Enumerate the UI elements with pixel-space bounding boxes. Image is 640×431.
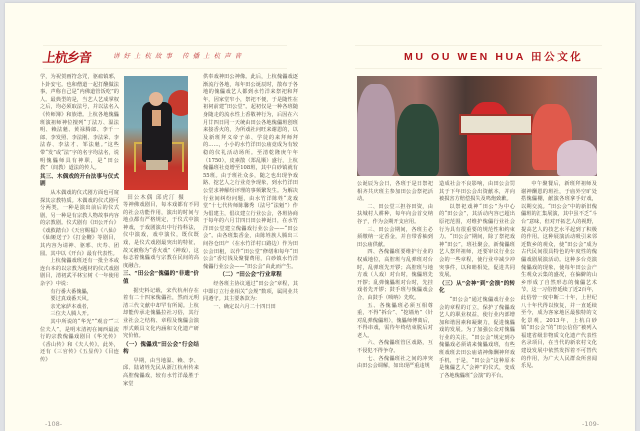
festival-crowd-photo [357, 76, 597, 176]
subheading: （三）从“会神”到“会演”的转化 [439, 280, 515, 295]
photo-caption: 田公木偶 邱虎汀 摄 [127, 195, 185, 201]
page-number-right: -109- [582, 420, 600, 428]
left-column-3 [203, 74, 298, 311]
paragraph: 等神佛戏剧目，每本戏都有不同的社会功能作用，演出的时间与地点都有严格规定，于仪式中演神戏，于戏剧演出中行持科法，仪中演戏，戏中演仪，既仪既戏，是仪式戏剧最突出的特征，故又被称为“香火戏”（神戏），这标志着傀儡戏与宗教在民间的高度融合。 [123, 202, 199, 269]
right-column-3 [521, 181, 597, 371]
tagline: 讲好上杭故事 传播上杭声音 [113, 52, 246, 60]
paragraph: 造成社会不良影响，由田公会罚其于下年田公会出资献本，并向被损害方赔偿损失及鸣炮致歉。 [439, 181, 515, 203]
right-page-text [357, 181, 597, 380]
paragraph: 供奉戏神田公神像。此后，上杭傀儡戏逐渐流行各地，每年田公诞辰时，散布于各地的傀儡戏艺人都到水竹洋来祭祀和拜年，因家堂窄小，祭祀不便，于是随性在祖祠前建“田公堂”。起初仅是一种各班随身随走的流水性上香敬神行为，后因在六月廿四日同一天统由田公各地傀儡班创班来接香火的，为所戏社问旺来谢恩的，以及新班拜义帝子弟、学徒的来拜师拜的……，小小的水竹洋田公庙竟成为有较稳的仪礼活动场所。至清乾隆庚午年（1750），皮素散（郑乱顺）盛行，上杭傀儡班社竟增至108班，其中白砂镇就有55班。由于班社众多，随之也出现争戏路、挖艺人之行业竞争现象，到水竹洋田公堂求神解纷评理的事频繁发生。为解决行业间纠纷问题，由水竹洋陈姓“龙戏堂”十七代传师陈馨秀（法号“法魁”）作为倡建主，倡议建立行业公会，各班协商于每年的六月廿四日田公神诞日，在水竹洋田公堂建立傀儡戏行业公会——“田公会”。由各班集香金，由陈姓族人腾出三间谷仓田产（在水竹洋村口路边）作为田公会田租，以作“田公堂”修缮和每年“田公会”香灯钱及聚餐费用，白砂镇水竹洋傀儡行业公会——“田公会”由此而产生。 [203, 74, 298, 270]
poem-line: 三位夫人腾人开。 [50, 311, 92, 318]
paragraph: 一、确定以六月二十四日田 [213, 303, 276, 310]
paragraph: 以祭祀戏神“田公”为中心的“田公会”，其活动内容已超出原祀范围，对维护傀儡行业社会行为具有很重要的规范性和约束力。“田公会”期间，除了祭祀戏神“田公”，班社聚会，新傀儡班艺人祭拜祖师，还要审议行业公会的一些章程，使行业中减少冲突事件，以和睦相处，促进共同发展。 [439, 203, 515, 279]
paragraph: 二、田公堂三担谷田资，由扶城村人耕种，每年向会首交纳谷子，作为会期开支应用。 [357, 203, 433, 225]
paragraph: 据史料记载，宋代杭州存在着有二十四家傀儡社，然而元明清三代文献中却罕有所闻。上杭却能传承走傀儡拉社习俗，其行业社会之结构、章程及傀儡会演形式颇具文化内涵和文化遗产研究价值。 [123, 287, 199, 340]
subheading: 三、“田公会”傀儡的“非遗”价值 [123, 271, 199, 285]
poem-line: 亲光家萨本戏者， [50, 303, 92, 310]
poem-line: 有行番大番傀儡， [50, 288, 92, 295]
left-column-1 [40, 74, 119, 365]
section-title: MU OU WEN HUA 田公文化 [404, 51, 584, 63]
paragraph: 中午聚餐后，新班拜祖师及谢神酬恩的班社，于庙外空旷处搭傀儡棚，献演各班拿手好戏，以期交流。“田公会”中的新旧傀儡班的汇集展演，其中虽不乏“斗台”意味，但对开拓艺人的视野，提高艺人的技艺水平起到了积极的作用。这种展演活动吸引来邻近数乡的观众，使“田公会”成为古代民间很具特色的年度性的傀儡戏剧展演活动。这种多台竞演傀儡戏的现象，使每年田公会产生观众云集的盛况，在偏僻的山乡形成了自然形态的傀儡艺术节，这一习俗曾延续了近2百年，此俗曾一度中断二十年，上世纪八十年代得以恢复，并一直延续至今，成为客家地区最独特的文化景观。2013年，上杭白砂镇“田公会”的“田公信俗”被列入福建省级非物质文化遗产代表性名录项目，在当代的新农村文化建设发展中依然发挥着不可替代的作用，为广大人民群众所喜闻乐见。 [521, 181, 597, 370]
puppet-photo [124, 76, 188, 190]
photo-puppet-feet [146, 160, 168, 170]
paragraph: 其中所说的“华光”“观音”“三位夫人”，是明末清初在闽西最流行的宗教傀儡戏剧目《华光传》《香山传》和《夫人传》。此外，还有《三官传》《五显传》《目连传》 [40, 319, 119, 363]
paragraph: 四、各傀儡班要维护行业的权威地位，高腔班与乱弹班对台时，乱弹班先开锣；高腔班与地方戏（人戏）对台时，傀儡班先开锣；乱弹傀儡班对台时，先挂戏者先开锣；鼓手班与傀儡戏会合，由鼓手（唢呐）先吹。 [357, 249, 433, 301]
photo-puppet-face [149, 92, 163, 106]
paragraph: 经各班主协议通过“田公会”章程，其中即订立行业相关“会规”数项，属同业共同遵守。其主要条款为： [203, 281, 298, 303]
left-column-2 [123, 202, 199, 388]
subheading: 其三、木偶戏的开台法事与仪式剧 [40, 173, 119, 188]
magazine-logo: 上杭乡音 [41, 51, 92, 66]
paragraph: “田公会”通过傀儡戏行业公会的章程的订立，保护了傀儡戏艺人的职业权益，使行业内部增加和谐因素和凝聚力，促进傀儡戏的发展。为了加强公众对傀儡行业的关注，“田公会”规定到办傀儡戏必须请来傀儡戏班，有些班戏班去田公庙请神像酬神拜戏手机，于是，“田公会”这种原本是傀儡艺人“会神”的仪式，变成了各地傀儡班“会演”的平台。 [439, 296, 515, 379]
subheading: （一）傀儡戏“田公会”行会结构 [123, 341, 199, 356]
right-column-1 [357, 181, 433, 371]
poem-line: 要过真戏番天风。 [50, 296, 92, 303]
paragraph: 七、各傀儡班社之间的冲突由田公会调解，如出现严重违规 [357, 355, 433, 370]
paragraph: 公诞辰为会日，各班于是日祭祀相齐共庆班主参加田公会祭祀活动。 [357, 181, 433, 203]
page-number-left: -108- [45, 420, 63, 428]
paragraph: 三、田公会期间，各班主必须缴纳一定香金，并自带香柚到田公庙供献。 [357, 226, 433, 248]
paragraph: 五、各傀儡班必须互相尊重，不得“拆台”、“挖墙角”（针对乱弹傀儡班），傀儡师傅离后，不得串戏，需待年终结束脱后对老人。 [357, 302, 433, 339]
paragraph: 上杭傀儡戏班还有一批全本或连台本的以宗教为题材的仪式戏剧剧目，清初武平林宝树《一年使用杂字》中说： [40, 258, 119, 288]
photo-person [397, 104, 439, 176]
photo-person [557, 140, 597, 176]
photo-person [357, 84, 395, 176]
paragraph: 学，为祝贺画符念咒，驱瘟镇邪，卜卦安宅。也和僧道一起打醮做法事，声称自己是“内佛道管饭吃”的人。最典型的是，当艺人艺成掌权之后，均必须取法号，并以法名入《传师簿》和族谱。上杭各地傀儡班演祖师神位擅列“丁法万、温法明、赖法魁、黄禄腾郎、李千一郎、李发照、李法刚、李法荣、李法春、李法才、邹法魁。”这些带“发”或“法”字的名字均法名，说明傀儡师具有神职，是“田公教”（闾教）道法的传人。 [40, 74, 119, 172]
paragraph: 六、各傀儡班管区戏路，互不侵犯不得争夺。 [357, 340, 433, 355]
paragraph: 从木偶戏的仪式剧方面也可窥探其宗教特质。木偶戏的仪式剧可分两类，一种是演出前后的仪式剧，另一种是有宗教人物故事内容的宗教剧。仪式剧有《田公开台》《戏救踏台》《天官赐福》《八仙》《仙姬送子》《打金鞭》等剧目，其内容为请神、驱邪、庆寿、团圆。其中以《开台》最有代表性。 [40, 189, 119, 257]
photo-puppet-chest [152, 110, 161, 126]
subheading: （二）“田公会”行业章程 [219, 272, 282, 279]
paragraph: 早期，由当地温、赖、李、邱、陆诸姓先民从浙江杭州传来高腔傀儡戏，较有水竹洋最胜于家堂 [123, 357, 199, 387]
photo-tray [459, 114, 533, 135]
right-column-2 [439, 181, 515, 380]
